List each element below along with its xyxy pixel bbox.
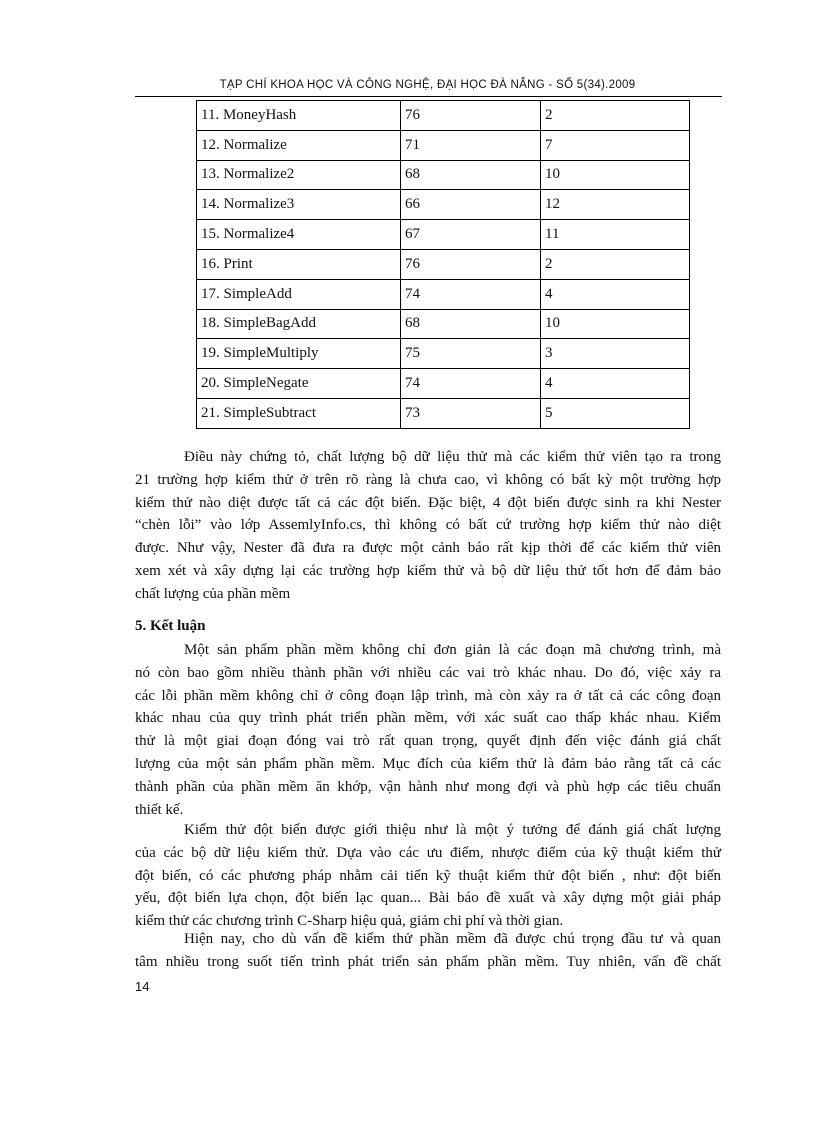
text-line: của các bộ dữ liệu kiểm thử. Dựa vào các ưu điểm, nhược điểm của kỹ thuật kiểm thử [135, 844, 721, 861]
table-cell-value: 4 [541, 369, 690, 399]
paragraph-conclusion-1 [135, 639, 721, 821]
table-cell-value: 5 [541, 398, 690, 428]
table-row [197, 220, 690, 250]
text-line: 21 trường hợp kiểm thử ở trên rõ ràng là chưa cao, vì không có bất kỳ một trường hợp [135, 471, 721, 488]
table-cell-test-case: 16. Print [197, 249, 401, 279]
table-cell-test-case: 12. Normalize [197, 130, 401, 160]
table-cell-value: 4 [541, 279, 690, 309]
table-cell-value: 2 [541, 101, 690, 131]
table-row [197, 190, 690, 220]
text-line: Hiện nay, cho dù vấn đề kiểm thử phần mềm đã được chú trọng đầu tư và quan [184, 931, 721, 947]
mutation-results-table [196, 100, 690, 429]
paragraph-conclusion-2 [135, 819, 721, 933]
table-cell-value: 68 [401, 160, 541, 190]
table-row [197, 279, 690, 309]
table-cell-value: 66 [401, 190, 541, 220]
text-line: Một sản phẩm phần mềm không chỉ đơn giản là các đoạn mã chương trình, mà [184, 642, 721, 658]
text-line: Kiểm thử đột biến được giới thiệu như là một ý tưởng để đánh giá chất lượng [184, 822, 721, 838]
table-row [197, 309, 690, 339]
table-row [197, 101, 690, 131]
text-line: “chèn lỗi” vào lớp AssemlyInfo.cs, thì không có bất cứ trường hợp kiểm thử nào diệt [135, 517, 721, 534]
table-cell-value: 74 [401, 369, 541, 399]
text-line: tâm nhiều trong suốt tiến trình phát triển sản phẩm phần mềm. Tuy nhiên, vấn đề chất [135, 953, 721, 970]
table-cell-test-case: 13. Normalize2 [197, 160, 401, 190]
table-cell-value: 76 [401, 249, 541, 279]
table-cell-test-case: 15. Normalize4 [197, 220, 401, 250]
text-line: kiểm thử nào diệt được tất cả các đột biến. Đặc biệt, 4 đột biến được sinh ra khi Nester [135, 494, 721, 511]
table-cell-value: 11 [541, 220, 690, 250]
text-line: yếu, đột biến lựa chọn, đột biến lạc quan... Bài báo đề xuất và xây dựng một giải pháp [135, 890, 721, 907]
table-row [197, 160, 690, 190]
table-cell-value: 3 [541, 339, 690, 369]
table-cell-value: 71 [401, 130, 541, 160]
text-line: đột biến, có các phương pháp nhằm cải tiến kỹ thuật kiểm thử đột biến , như: đột biến [135, 867, 721, 884]
table-cell-test-case: 18. SimpleBagAdd [197, 309, 401, 339]
text-line: Điều này chứng tỏ, chất lượng bộ dữ liệu thử mà các kiểm thử viên tạo ra trong [184, 449, 721, 465]
table-row [197, 398, 690, 428]
text-line: các lỗi phần mềm không chỉ ở công đoạn lập trình, mà còn xảy ra ở tất cả các công đoạn [135, 687, 721, 704]
table-cell-test-case: 21. SimpleSubtract [197, 398, 401, 428]
table-cell-value: 75 [401, 339, 541, 369]
table-cell-value: 12 [541, 190, 690, 220]
table-row [197, 339, 690, 369]
table-cell-value: 76 [401, 101, 541, 131]
text-line: nó còn bao gồm nhiều thành phần với nhiều các vai trò khác nhau. Do đó, việc xảy ra [135, 664, 721, 681]
table-row [197, 369, 690, 399]
table-cell-test-case: 20. SimpleNegate [197, 369, 401, 399]
text-line: thiết kế. [135, 801, 184, 818]
table-cell-test-case: 19. SimpleMultiply [197, 339, 401, 369]
table-cell-value: 2 [541, 249, 690, 279]
table-cell-test-case: 14. Normalize3 [197, 190, 401, 220]
table-cell-test-case: 17. SimpleAdd [197, 279, 401, 309]
table-row [197, 130, 690, 160]
table-cell-value: 74 [401, 279, 541, 309]
table-cell-value: 7 [541, 130, 690, 160]
text-line: thử là một giai đoạn đóng vai trò rất quan trọng, quyết định đến việc đánh giá chất [135, 733, 721, 750]
text-line: thành phần của phần mềm ăn khớp, vận hành như mong đợi và phù hợp các tiêu chuẩn [135, 778, 721, 795]
header-rule [135, 96, 722, 97]
section-heading-conclusion: 5. Kết luận [135, 618, 206, 634]
text-line: khác nhau của quy trình phát triển phần mềm, với xác suất cao thấp khác nhau. Kiểm [135, 710, 721, 727]
table-row [197, 249, 690, 279]
text-line: được. Như vậy, Nester đã đưa ra được một cảnh báo rất kịp thời để các kiểm thử viên [135, 540, 721, 557]
table-cell-value: 68 [401, 309, 541, 339]
text-line: kiểm thử các chương trình C-Sharp hiệu quả, giảm chi phí và thời gian. [135, 913, 564, 930]
text-line: chất lượng của phần mềm [135, 585, 291, 602]
page-number: 14 [135, 979, 150, 994]
text-line: lượng của một sản phẩm phần mềm. Mục đích của kiểm thử là đảm bảo rằng tất cả các [135, 755, 721, 772]
table-cell-value: 67 [401, 220, 541, 250]
table-cell-value: 73 [401, 398, 541, 428]
running-header: TẠP CHÍ KHOA HỌC VÀ CÔNG NGHỆ, ĐẠI HỌC ĐÀ NẴNG - SỐ 5(34).2009 [219, 79, 636, 91]
text-line: xem xét và xây dựng lại các trường hợp kiểm thử và bộ dữ liệu thử tốt hơn để đảm bảo [135, 562, 721, 579]
table-cell-value: 10 [541, 160, 690, 190]
paragraph-analysis [135, 446, 721, 606]
table-cell-value: 10 [541, 309, 690, 339]
paragraph-conclusion-3 [135, 928, 721, 974]
table-cell-test-case: 11. MoneyHash [197, 101, 401, 131]
